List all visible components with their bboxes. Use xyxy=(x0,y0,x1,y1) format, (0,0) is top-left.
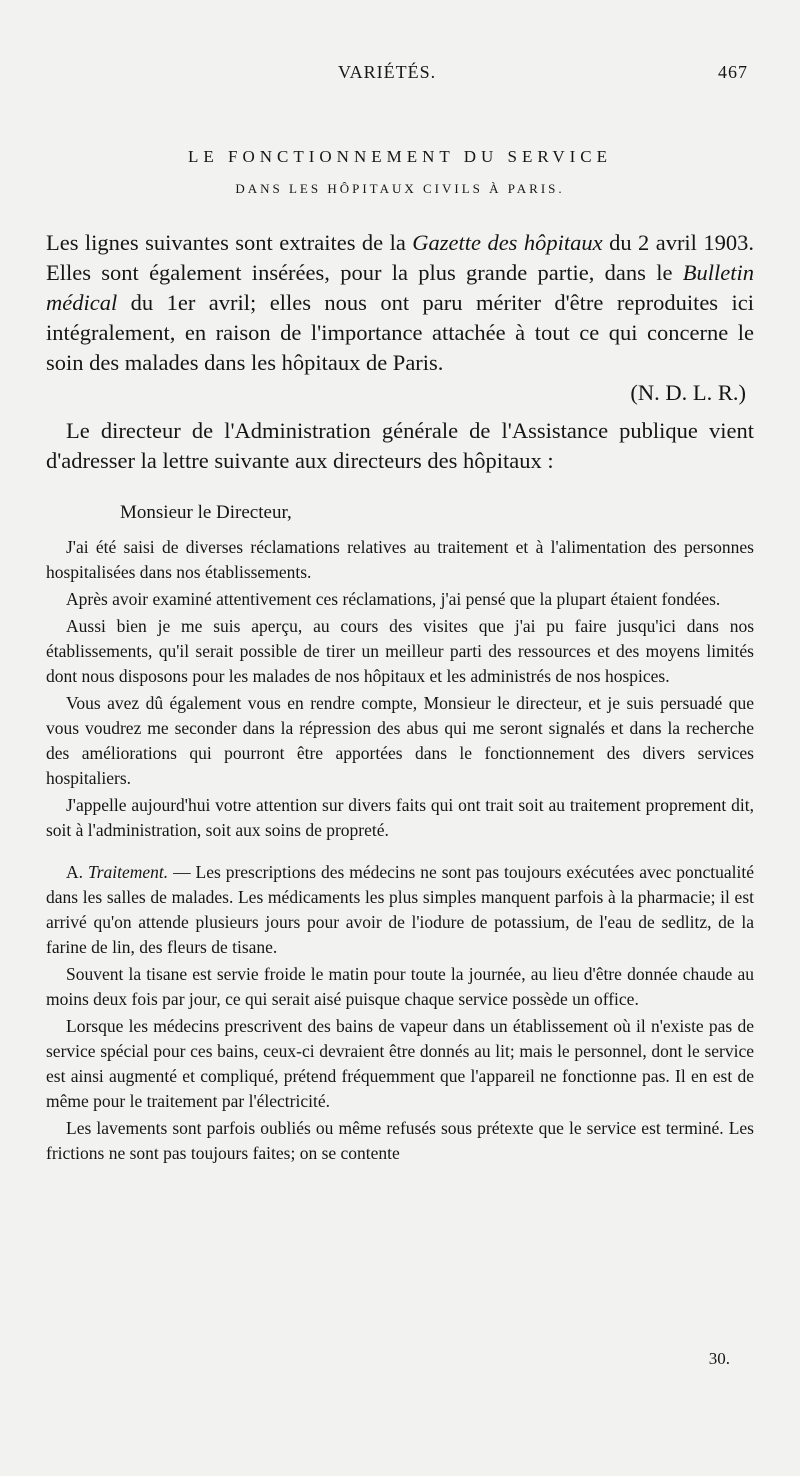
lead-text: Le directeur de l'Administration générale de l'Assistance publique vient d'adresser la lettre suivante aux directeurs des hôpitaux : xyxy=(46,418,754,473)
editorial-note xyxy=(46,228,754,408)
article-title: LE FONCTIONNEMENT DU SERVICE xyxy=(187,147,612,166)
intro-text-c: du 1er avril; elles nous ont paru mériter d'être reproduites ici intégralement, en raison de l'importance attachée à tout ce qui concerne le soin des malades dans les hôpitaux de Paris. xyxy=(46,290,754,375)
gazette-title: Gazette des hôpitaux xyxy=(412,230,603,255)
letter-paragraph: Aussi bien je me suis aperçu, au cours des visites que j'ai pu faire jusqu'ici dans nos établissements, qu'il serait possible de tirer un meilleur parti des ressources et des moyens limités dont nous disposons pour les malades de nos hôpitaux et les administrés de nos hospices. xyxy=(46,616,754,686)
letter-paragraph: J'ai été saisi de diverses réclamations relatives au traitement et à l'alimentation des personnes hospitalisées dans nos établissements. xyxy=(46,537,754,582)
intro-text-a: Les lignes suivantes sont extraites de la xyxy=(46,230,413,255)
letter-paragraph: J'appelle aujourd'hui votre attention sur divers faits qui ont trait soit au traitement proprement dit, soit à l'administration, soit aux soins de propreté. xyxy=(46,795,754,840)
letter-paragraph: Vous avez dû également vous en rendre compte, Monsieur le directeur, et je suis persuadé que vous voudrez me seconder dans la répression des abus qui me seront signalés et dans la recherche des améliorations qui pourront être apportées dans le fonctionnement des divers services hospitaliers. xyxy=(46,693,754,788)
section-a-text: — Les prescriptions des médecins ne sont pas toujours exécutées avec ponctualité dans les salles de malades. Les médicaments les plus simples manquent parfois à la pharmacie; il est arrivé qu'on attende plusieurs jours pour avoir de l'iodure de potassium, de l'eau de sedlitz, de la farine de lin, des fleurs de tisane. xyxy=(46,862,754,957)
signature-mark: 30. xyxy=(708,1349,730,1368)
letter-body xyxy=(46,500,754,1166)
section-a-paragraph xyxy=(46,860,754,960)
bulletin-title: Bulletin médical xyxy=(46,260,754,315)
page-number: 467 xyxy=(718,62,748,82)
intro-text-b: du 2 avril 1903. Elles sont également insérées, pour la plus grande partie, dans le xyxy=(46,230,755,285)
editorial-note-text xyxy=(46,228,754,378)
section-a-heading: Traitement. xyxy=(87,862,169,882)
editorial-credit: (N. D. L. R.) xyxy=(630,380,746,405)
letter-paragraph: Les lavements sont parfois oubliés ou même refusés sous prétexte que le service est terminé. Les frictions ne sont pas toujours faites; on se contente xyxy=(46,1118,754,1163)
lead-paragraph xyxy=(46,416,754,476)
section-a-label: A. xyxy=(66,862,88,882)
running-title: VARIÉTÉS. xyxy=(338,62,437,82)
letter-paragraph: Après avoir examiné attentivement ces réclamations, j'ai pensé que la plupart étaient fondées. xyxy=(66,589,721,609)
running-header xyxy=(0,62,800,86)
letter-paragraph: Lorsque les médecins prescrivent des bains de vapeur dans un établissement où il n'existe pas de service spécial pour ces bains, ceux-ci devraient être donnés au lit; mais le personnel, dont le service est ainsi augmenté et compliqué, prétend fréquemment que l'appareil ne fonctionne pas. Il en est de même pour le traitement par l'électricité. xyxy=(46,1016,754,1111)
article-subtitle: DANS LES HÔPITAUX CIVILS À PARIS. xyxy=(235,181,565,196)
letter-salutation: Monsieur le Directeur, xyxy=(120,502,292,523)
letter-paragraph: Souvent la tisane est servie froide le matin pour toute la journée, au lieu d'être donnée chaude au moins deux fois par jour, ce qui serait aisé puisque chaque service possède un office. xyxy=(46,964,754,1009)
